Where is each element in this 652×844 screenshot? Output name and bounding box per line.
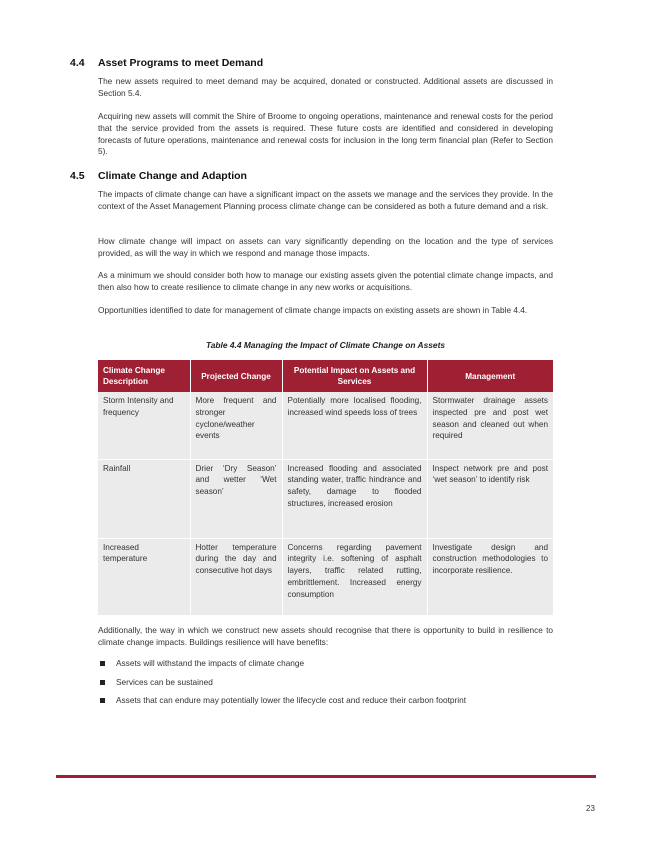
table-cell: Storm Intensity and frequency: [98, 392, 190, 459]
benefits-list: [98, 658, 466, 714]
paragraph: Additionally, the way in which we construct new assets should recognise that there is opportunity to build in resilience to climate change impacts. Buildings resilience will have benefits:: [98, 625, 553, 647]
section-number: 4.5: [70, 170, 85, 182]
table-cell: Potentially more localised flooding, increased wind speeds loss of trees: [282, 392, 427, 459]
column-header: Projected Change: [190, 360, 282, 392]
bullet-square-icon: [100, 680, 105, 685]
table-header-row: [98, 360, 553, 392]
bullet-square-icon: [100, 698, 105, 703]
table-row: [98, 538, 553, 615]
page-number: 23: [586, 804, 595, 813]
paragraph: Opportunities identified to date for management of climate change impacts on existing assets are shown in Table 4.4.: [98, 305, 528, 315]
table-cell: Increased temperature: [98, 538, 190, 615]
paragraph: The impacts of climate change can have a significant impact on the assets we manage and the services they provide. In the context of the Asset Management Planning process climate change can be considered as both a future demand and a risk.: [98, 189, 553, 211]
table-cell: Inspect network pre and post ‘wet season’ to identify risk: [427, 459, 553, 538]
list-item: [98, 677, 466, 696]
table-cell: Investigate design and construction methodologies to incorporate resilience.: [427, 538, 553, 615]
section-number: 4.4: [70, 57, 85, 69]
column-header: Management: [427, 360, 553, 392]
table-caption: Table 4.4 Managing the Impact of Climate Change on Assets: [205, 340, 446, 350]
section-title: Climate Change and Adaption: [98, 170, 247, 182]
table-cell: Increased flooding and associated standing water, traffic hindrance and safety, damage to flooded structures, increased erosion: [282, 459, 427, 538]
paragraph: Acquiring new assets will commit the Shire of Broome to ongoing operations, maintenance and renewal costs for the period that the service provided from the assets is required. These future costs are identified and considered in developing forecasts of future operations, maintenance and renewal costs for inclusion in the long term financial plan (Refer to Section 5).: [98, 111, 553, 157]
section-title: Asset Programs to meet Demand: [98, 57, 264, 69]
paragraph: The new assets required to meet demand may be acquired, donated or constructed. Additional assets are discussed in Section 5.4.: [98, 76, 553, 98]
table-cell: Rainfall: [98, 459, 190, 538]
table-cell: Concerns regarding pavement integrity i.e. softening of asphalt layers, traffic related rutting, embrittlement. Increased energy consumption: [282, 538, 427, 615]
paragraph: As a minimum we should consider both how to manage our existing assets given the potential climate change impacts, and then also how to create resilience to climate change in any new works or acquisitions.: [98, 270, 553, 292]
table-cell: More frequent and stronger cyclone/weather events: [190, 392, 282, 459]
table-cell: Stormwater drainage assets inspected pre and post wet season and cleaned out when required: [427, 392, 553, 459]
section-4-5-heading: [70, 170, 247, 182]
bullet-square-icon: [100, 661, 105, 666]
table-cell: Drier ‘Dry Season’ and wetter ‘Wet season’: [190, 459, 282, 538]
table-row: [98, 392, 553, 459]
list-item: [98, 695, 466, 714]
table-row: [98, 459, 553, 538]
list-item: [98, 658, 466, 677]
section-4-4-heading: [70, 57, 263, 69]
list-item-text: Assets will withstand the impacts of climate change: [116, 658, 305, 668]
column-header: Potential Impact on Assets and Services: [282, 360, 427, 392]
column-header: Climate Change Description: [98, 360, 190, 392]
paragraph: How climate change will impact on assets can vary significantly depending on the location and the type of services provided, as will the way in which we respond and manage those impacts.: [98, 236, 553, 258]
table-cell: Hotter temperature during the day and consecutive hot days: [190, 538, 282, 615]
footer-divider: [56, 775, 596, 778]
climate-impact-table: [98, 360, 553, 616]
list-item-text: Assets that can endure may potentially lower the lifecycle cost and reduce their carbon footprint: [116, 695, 467, 705]
list-item-text: Services can be sustained: [116, 676, 213, 687]
